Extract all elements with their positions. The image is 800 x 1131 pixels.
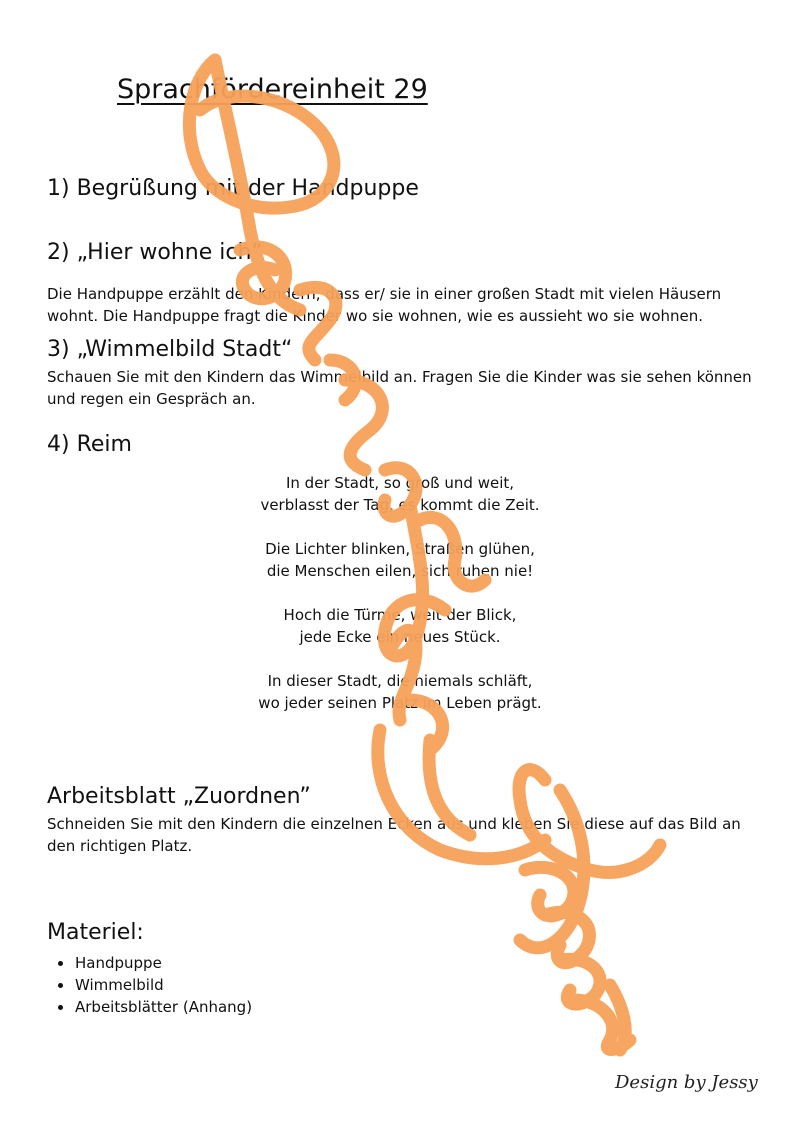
poem-line: jede Ecke ein neues Stück. — [299, 628, 501, 646]
materials-heading: Materiel: — [47, 920, 144, 945]
list-item: Handpuppe — [55, 952, 252, 974]
poem-line: Hoch die Türme, weit der Blick, — [283, 606, 517, 624]
section-3-text: Schauen Sie mit den Kindern das Wimmelbild an. Fragen Sie die Kinder was sie sehen können und regen ein Gespräch an. — [47, 368, 752, 408]
poem-line: wo jeder seinen Platz im Leben prägt. — [258, 694, 542, 712]
worksheet-heading: Arbeitsblatt „Zuordnen” — [47, 784, 311, 809]
section-2-heading: 2) „Hier wohne ich“ — [47, 240, 263, 265]
poem-stanza — [160, 538, 640, 582]
poem-line: verblasst der Tag, es kommt die Zeit. — [260, 496, 540, 514]
section-2-text: Die Handpuppe erzählt den Kindern, dass er/ sie in einer großen Stadt mit vielen Häusern wohnt. Die Handpuppe fragt die Kinder wo sie wohnen, wie es aussieht wo sie wohnen. — [47, 285, 722, 325]
poem-line: Die Lichter blinken, Straßen glühen, — [265, 540, 535, 558]
worksheet-text: Schneiden Sie mit den Kindern die einzelnen Ecken aus und kleben Sie diese auf das Bild an den richtigen Platz. — [47, 815, 741, 855]
materials-list — [55, 952, 252, 1018]
section-4-heading: 4) Reim — [47, 432, 132, 457]
list-item: Wimmelbild — [55, 974, 252, 996]
poem-stanza — [160, 472, 640, 516]
section-3-heading: 3) „Wimmelbild Stadt“ — [47, 337, 293, 362]
list-item: Arbeitsblätter (Anhang) — [55, 996, 252, 1018]
poem-line: die Menschen eilen, sich ruhen nie! — [266, 562, 534, 580]
poem — [160, 472, 640, 736]
page-title: Sprachfördereinheit 29 — [117, 74, 428, 105]
section-1-heading: 1) Begrüßung mit der Handpuppe — [47, 176, 419, 201]
poem-stanza — [160, 670, 640, 714]
poem-line: In der Stadt, so groß und weit, — [285, 474, 515, 492]
signature: Design by Jessy — [615, 1072, 758, 1093]
poem-line: In dieser Stadt, die niemals schläft, — [267, 672, 533, 690]
poem-stanza — [160, 604, 640, 648]
